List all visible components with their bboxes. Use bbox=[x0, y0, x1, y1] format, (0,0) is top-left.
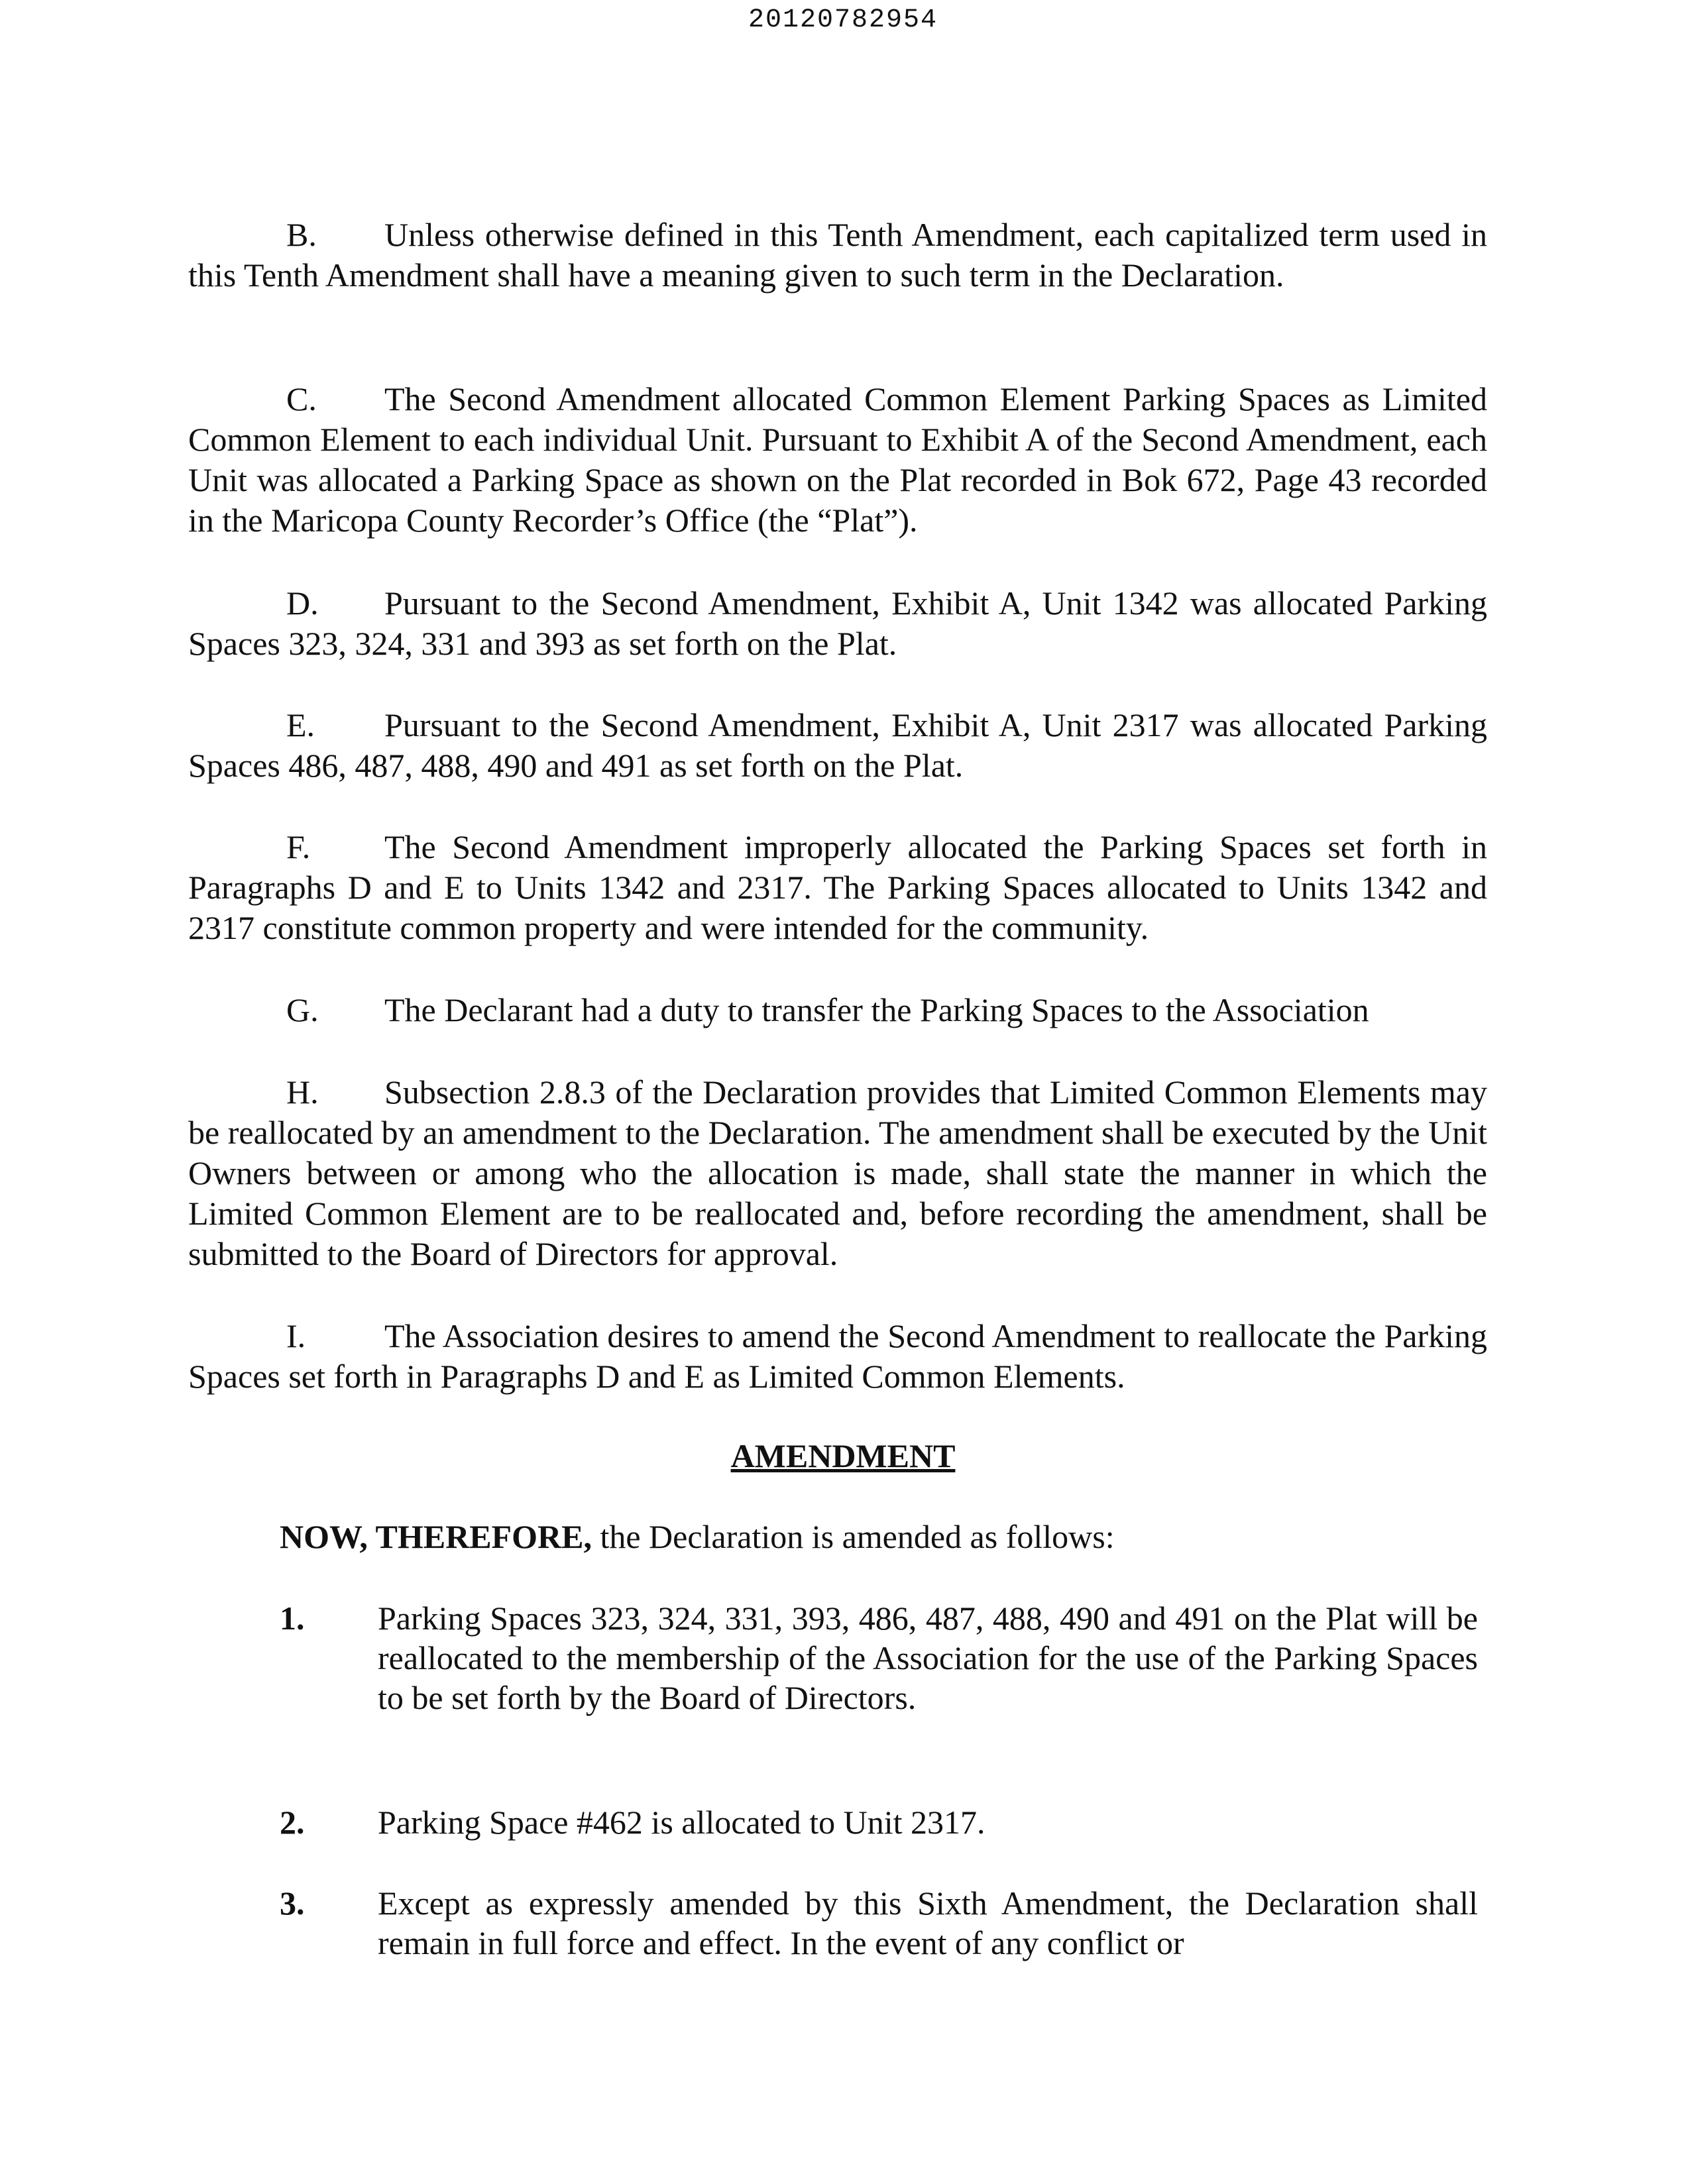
recital-letter: H. bbox=[286, 1073, 319, 1111]
item-text: Parking Space #462 is allocated to Unit 2317. bbox=[378, 1804, 985, 1841]
recital-g bbox=[188, 990, 1487, 1030]
item-number: 3. bbox=[280, 1884, 305, 1922]
recital-text: The Second Amendment improperly allocated the Parking Spaces set forth in Paragraphs D and E to Units 1342 and 2317. The Parking Spaces allocated to Units 1342 and 2317 constitute common property and were intended for the community. bbox=[188, 828, 1487, 946]
recital-letter: I. bbox=[286, 1317, 306, 1354]
recital-text: Unless otherwise defined in this Tenth Amendment, each capitalized term used in this Tenth Amendment shall have a meaning given to such term in the Declaration. bbox=[188, 216, 1487, 294]
amendment-heading: AMENDMENT bbox=[730, 1437, 956, 1474]
recital-text: Pursuant to the Second Amendment, Exhibit A, Unit 2317 was allocated Parking Spaces 486, 487, 488, 490 and 491 as set forth on the Plat. bbox=[188, 706, 1487, 784]
recital-letter: B. bbox=[286, 216, 317, 253]
recital-text: The Second Amendment allocated Common Element Parking Spaces as Limited Common Element to each individual Unit. Pursuant to Exhibit A of the Second Amendment, each Unit was allocated a Parking Space as shown on the Plat recorded in Bok 672, Page 43 recorded in the Maricopa County Recorder’s Office (the “Plat”). bbox=[188, 380, 1487, 539]
recital-b bbox=[188, 215, 1487, 296]
recital-text: The Association desires to amend the Second Amendment to reallocate the Parking Spaces set forth in Paragraphs D and E as Limited Common Elements. bbox=[188, 1317, 1487, 1395]
item-text: Except as expressly amended by this Sixth Amendment, the Declaration shall remain in full force and effect. In the event of any conflict or bbox=[378, 1884, 1478, 1961]
recital-letter: D. bbox=[286, 584, 319, 622]
amendment-item-1 bbox=[280, 1598, 1490, 1718]
recital-c bbox=[188, 379, 1487, 541]
recital-text: Subsection 2.8.3 of the Declaration provides that Limited Common Elements may be reallocated by an amendment to the Declaration. The amendment shall be executed by the Unit Owners between or among who the allocation is made, shall state the manner in which the Limited Common Element are to be reallocated and, before recording the amendment, shall be submitted to the Board of Directors for approval. bbox=[188, 1073, 1487, 1272]
lead-bold: NOW, THEREFORE, bbox=[280, 1518, 592, 1555]
document-number: 20120782954 bbox=[748, 5, 938, 35]
recital-f bbox=[188, 827, 1487, 948]
recital-i bbox=[188, 1316, 1487, 1397]
amendment-lead bbox=[280, 1517, 1115, 1556]
recital-letter: G. bbox=[286, 991, 319, 1028]
recital-h bbox=[188, 1072, 1487, 1274]
amendment-item-3 bbox=[280, 1883, 1490, 1963]
recital-e bbox=[188, 705, 1487, 786]
recital-text: Pursuant to the Second Amendment, Exhibit A, Unit 1342 was allocated Parking Spaces 323, 324, 331 and 393 as set forth on the Plat. bbox=[188, 584, 1487, 662]
item-text: Parking Spaces 323, 324, 331, 393, 486, 487, 488, 490 and 491 on the Plat will be reallocated to the membership of the Association for the use of the Parking Spaces to be set forth by the Board of Directors. bbox=[378, 1600, 1478, 1716]
recital-letter: E. bbox=[286, 706, 315, 743]
recital-text: The Declarant had a duty to transfer the Parking Spaces to the Association bbox=[384, 991, 1369, 1028]
lead-text: the Declaration is amended as follows: bbox=[591, 1518, 1115, 1555]
recital-d bbox=[188, 583, 1487, 664]
recital-letter: F. bbox=[286, 828, 311, 865]
recital-letter: C. bbox=[286, 380, 317, 417]
item-number: 2. bbox=[280, 1804, 305, 1841]
item-number: 1. bbox=[280, 1600, 305, 1637]
amendment-item-2 bbox=[280, 1802, 1490, 1842]
